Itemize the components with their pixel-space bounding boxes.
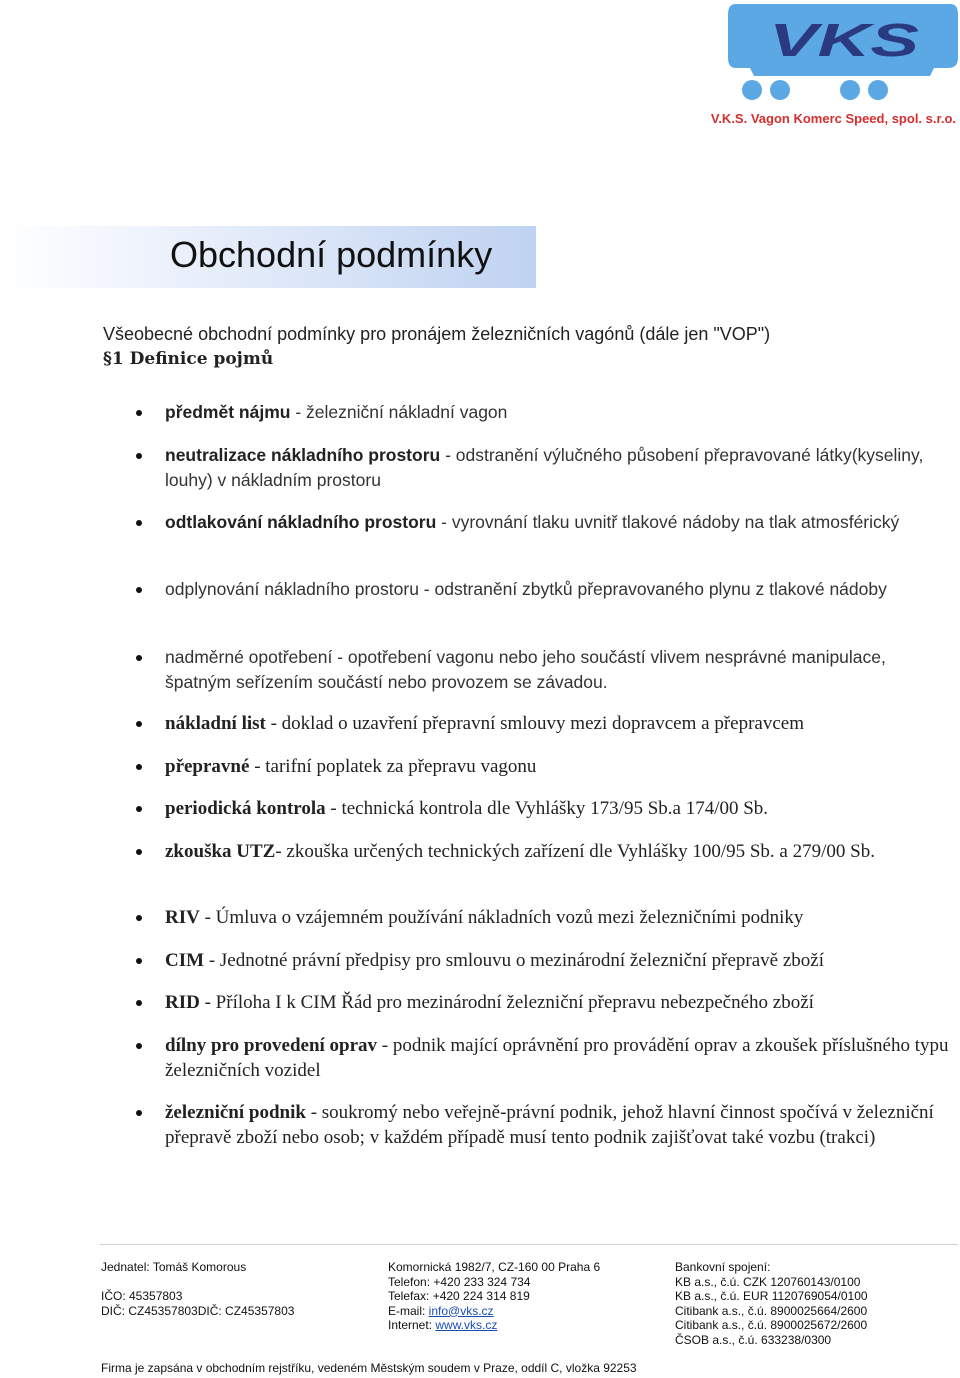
logo-wheel	[742, 80, 762, 100]
definition-term: předmět nájmu	[165, 402, 291, 422]
definition-term: železniční podnik	[165, 1102, 306, 1123]
definition-item	[165, 754, 955, 779]
definition-term: CIM	[165, 950, 205, 971]
definition-text: - odstranění výlučného působení přepravované látky(kyseliny, louhy) v nákladním prostoru	[165, 445, 924, 490]
definition-term: zkouška UTZ	[165, 841, 276, 862]
definition-text: - technická kontrola dle Vyhlášky 173/95 Sb.a 174/00 Sb.	[325, 798, 769, 819]
definition-term: dílny pro provedení oprav	[165, 1035, 378, 1056]
fax-line: Telefax: +420 224 314 819	[388, 1289, 530, 1303]
footer-divider	[100, 1244, 958, 1245]
phone-line: Telefon: +420 233 324 734	[388, 1274, 531, 1289]
definition-item	[165, 443, 955, 493]
bank-account: KB a.s., č.ú. EUR 1120769054/0100	[675, 1289, 868, 1303]
web-line	[388, 1318, 600, 1333]
footer-company-info	[101, 1260, 294, 1318]
definition-item	[165, 577, 955, 602]
address-line: Komornická 1982/7, CZ-160 00 Praha 6	[388, 1260, 601, 1274]
definition-term: RID	[165, 992, 200, 1013]
definition-text: nadměrné opotřebení - opotřebení vagonu nebo jeho součástí vlivem nesprávné manipulace, špatným seřízením součástí nebo provozem se závadou.	[165, 647, 886, 692]
registry-note: Firma je zapsána v obchodním rejstříku, vedeném Městským soudem v Praze, oddíl C, vložka 92253	[101, 1361, 637, 1375]
email-link[interactable]: info@vks.cz	[428, 1303, 494, 1318]
website-link[interactable]: www.vks.cz	[435, 1318, 498, 1332]
definition-item	[165, 948, 955, 973]
bank-account: ČSOB a.s., č.ú. 633238/0300	[675, 1332, 832, 1347]
director-line: Jednatel: Tomáš Komorous	[101, 1260, 247, 1274]
definition-term: RIV	[165, 907, 200, 928]
definition-text: - tarifní poplatek za přepravu vagonu	[249, 756, 537, 777]
footer-bank-info	[675, 1260, 868, 1347]
web-label: Internet:	[388, 1318, 436, 1332]
definition-term: nákladní list	[165, 713, 266, 734]
dic-line: DIČ: CZ45357803DIČ: CZ45357803	[101, 1303, 295, 1318]
definition-term: přepravné	[165, 756, 250, 777]
company-name: V.K.S. Vagon Komerc Speed, spol. s.r.o.	[710, 111, 956, 126]
definition-item	[165, 990, 955, 1015]
definition-item	[165, 400, 955, 425]
footer-contact-info	[388, 1260, 600, 1333]
company-logo	[724, 4, 960, 104]
definition-item	[165, 905, 955, 930]
definition-item	[165, 645, 955, 695]
definition-item	[165, 839, 955, 864]
definition-term: periodická kontrola	[165, 798, 326, 819]
definition-text: odplynování nákladního prostoru - odstranění zbytků přepravovaného plynu z tlakové nádoby	[165, 579, 887, 599]
bank-account: Citibank a.s., č.ú. 8900025672/2600	[675, 1318, 868, 1332]
logo-lettering: VKS	[769, 14, 920, 66]
definition-item	[165, 1033, 955, 1083]
definition-text: - zkouška určených technických zařízení dle Vyhlášky 100/95 Sb. a 279/00 Sb.	[275, 841, 875, 862]
definition-text: - soukromý nebo veřejně-právní podnik, jehož hlavní činnost spočívá v železniční přepravě zboží nebo osob; v každém případě musí tento podnik zajišťovat také vozbu (trakci)	[165, 1102, 934, 1148]
definition-text: - podnik mající oprávnění pro provádění oprav a zkoušek příslušného typu železničních vozidel	[165, 1035, 949, 1081]
definition-item	[165, 510, 955, 535]
definition-item	[165, 796, 955, 821]
section-heading: §1 Definice pojmů	[103, 349, 274, 369]
logo-wheel	[840, 80, 860, 100]
page-title: Obchodní podmínky	[170, 234, 493, 275]
definition-text: - Úmluva o vzájemném používání nákladních vozů mezi železničními podniky	[199, 907, 804, 928]
blank-line	[101, 1275, 294, 1290]
definition-text: - železniční nákladní vagon	[290, 402, 508, 422]
definition-item	[165, 711, 955, 736]
bank-heading: Bankovní spojení:	[675, 1260, 771, 1274]
bank-account: KB a.s., č.ú. CZK 120760143/0100	[675, 1274, 861, 1289]
definition-text: - vyrovnání tlaku uvnitř tlakové nádoby na tlak atmosférický	[436, 512, 900, 532]
logo-wheel	[770, 80, 790, 100]
bank-account: Citibank a.s., č.ú. 8900025664/2600	[675, 1303, 868, 1318]
definition-text: - doklad o uzavření přepravní smlouvy mezi dopravcem a přepravcem	[265, 713, 804, 734]
logo-wheel	[868, 80, 888, 100]
definition-item	[165, 1100, 955, 1150]
definition-text: - Jednotné právní předpisy pro smlouvu o mezinárodní železniční přepravě zboží	[204, 950, 824, 971]
email-label: E-mail:	[388, 1303, 429, 1318]
definition-term: neutralizace nákladního prostoru	[165, 445, 441, 465]
definition-term: odtlakování nákladního prostoru	[165, 512, 437, 532]
email-line	[388, 1304, 600, 1319]
intro-text: Všeobecné obchodní podmínky pro pronájem železničních vagónů (dále jen "VOP")	[103, 324, 771, 344]
ico-line: IČO: 45357803	[101, 1289, 183, 1303]
definition-text: - Příloha I k CIM Řád pro mezinárodní železniční přepravu nebezpečného zboží	[199, 992, 814, 1013]
